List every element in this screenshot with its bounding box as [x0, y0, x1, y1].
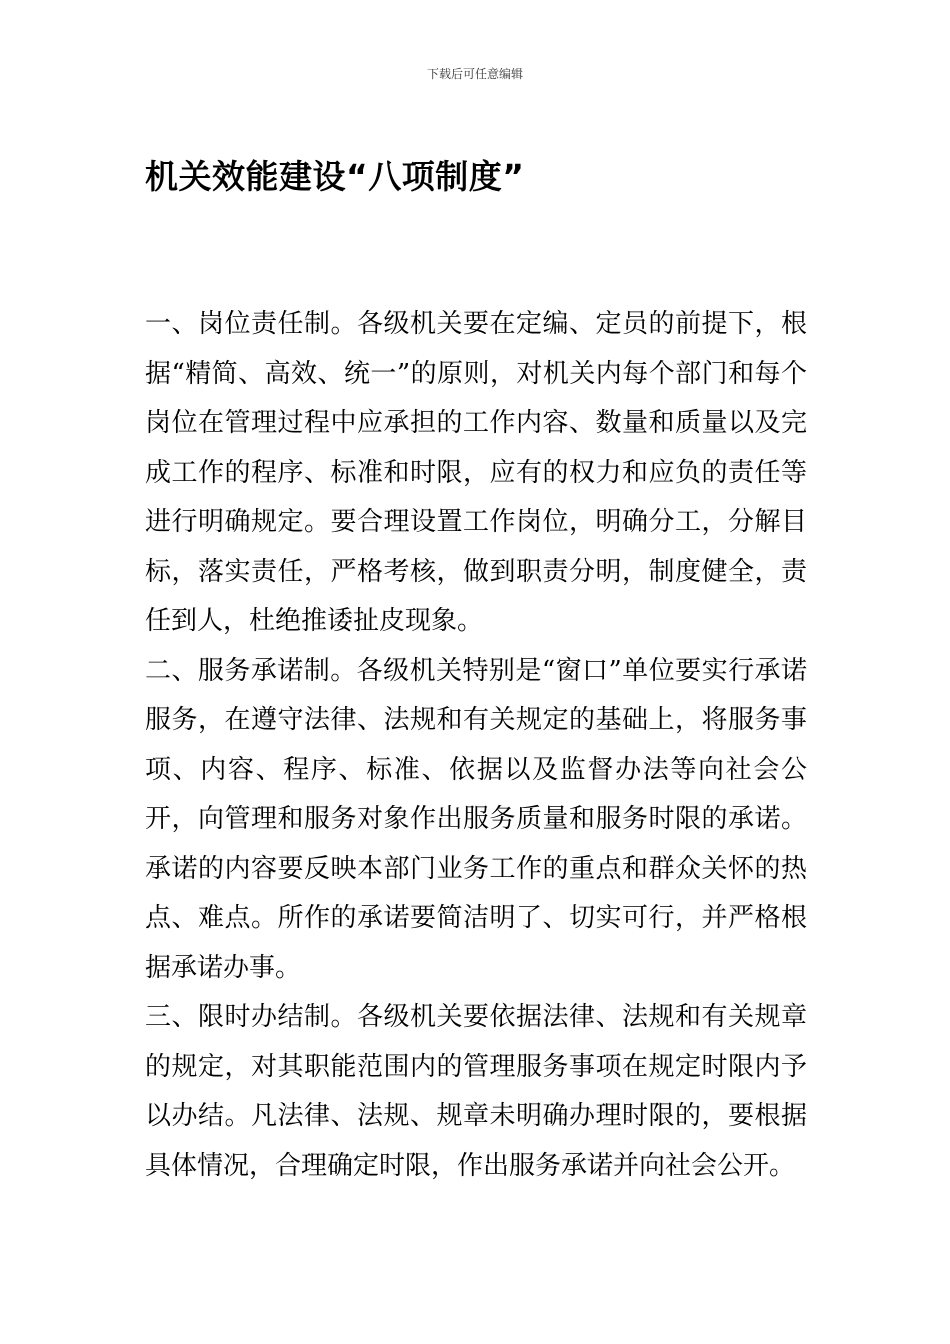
paragraph-time-limit: 三、限时办结制。各级机关要依据法律、法规和有关规章的规定，对其职能范围内的管理服务事项在规定时限内予以办结。凡法律、法规、规章未明确办理时限的，要根据具体情况，合理确定时限，作出服务承诺并向社会公开。	[145, 1002, 807, 1181]
paragraph-service-commitment: 二、服务承诺制。各级机关特别是“窗口”单位要实行承诺服务，在遵守法律、法规和有关规定的基础上，将服务事项、内容、程序、标准、依据以及监督办法等向社会公开，向管理和服务对象作出服务质量和服务时限的承诺。承诺的内容要反映本部门业务工作的重点和群众关怀的热点、难点。所作的承诺要简洁明了、切实可行，并严格根据承诺办事。	[145, 655, 807, 983]
document-title: 机关效能建设“八项制度”	[145, 157, 525, 196]
page-header-note: 下载后可任意编辑	[426, 67, 523, 81]
paragraph-job-responsibility: 一、岗位责任制。各级机关要在定编、定员的前提下，根据“精简、高效、统一”的原则，对机关内每个部门和每个岗位在管理过程中应承担的工作内容、数量和质量以及完成工作的程序、标准和时限，应有的权力和应负的责任等进行明确规定。要合理设置工作岗位，明确分工，分解目标，落实责任，严格考核，做到职责分明，制度健全，责任到人，杜绝推诿扯皮现象。	[145, 309, 807, 636]
document-body	[145, 300, 807, 1191]
